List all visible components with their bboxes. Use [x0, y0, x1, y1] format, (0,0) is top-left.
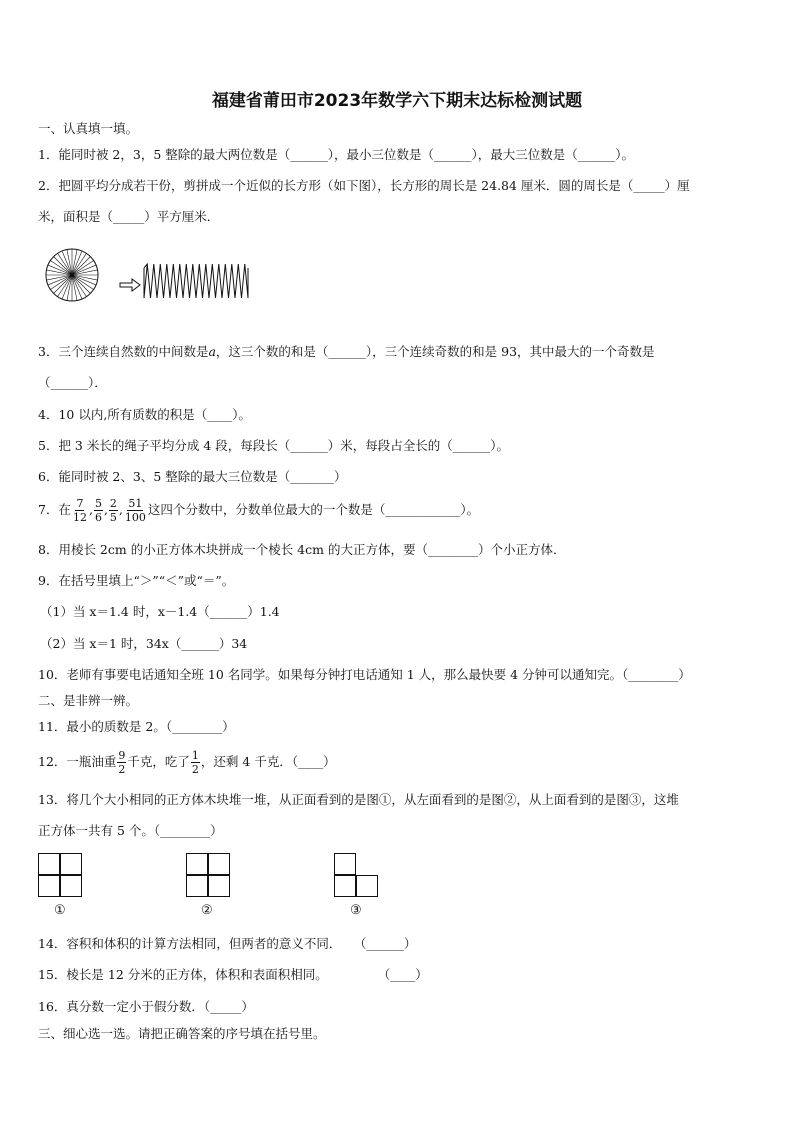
question-8: 8．用棱长 2cm 的小正方体木块拼成一个棱长 4cm 的大正方体，要（________）个小正方体．	[38, 542, 566, 557]
section-2-heading: 二、是非辨一辨。	[38, 693, 139, 708]
question-9-part-2: （2）当 x＝1 时，34x（______）34	[40, 636, 248, 651]
figure-2-label: ②	[201, 903, 213, 918]
view-figure-2	[186, 853, 232, 899]
question-16: 16．真分数一定小于假分数．（_____）	[38, 999, 254, 1014]
question-13-line-1: 13．将几个大小相同的正方体木块堆一堆，从正面看到的是图①，从左面看到的是图②，从上面看到的是图③，这堆	[38, 792, 679, 807]
question-6: 6．能同时被 2、3、5 整除的最大三位数是（_______）	[38, 469, 347, 484]
question-5: 5．把 3 米长的绳子平均分成 4 段，每段长（______）米，每段占全长的（______）。	[38, 438, 510, 453]
question-15: 15．棱长是 12 分米的正方体，体积和表面积相同。 （____）	[38, 967, 428, 982]
circle-to-rectangle-figure	[44, 240, 254, 310]
question-1: 1．能同时被 2，3，5 整除的最大两位数是（______），最小三位数是（______），最大三位数是（______）。	[38, 147, 635, 162]
fraction-7-12: $\frac{7}{12}$	[72, 497, 87, 524]
question-14: 14．容积和体积的计算方法相同，但两者的意义不同． （______）	[38, 936, 417, 951]
question-7: 7．在 $\frac{7}{12}$ , $\frac{5}{6}$ , $\frac{2}{5}$ , $\frac{51}{100}$ 这四个分数中，分数单位最大的一个数是（____________）。	[38, 497, 480, 524]
fraction-2-5: $\frac{2}{5}$	[109, 497, 117, 524]
right-arrow-icon	[120, 279, 140, 291]
fraction-9-2: $\frac{9}{2}$	[118, 749, 126, 776]
fraction-51-100: $\frac{51}{100}$	[124, 497, 146, 524]
fraction-5-6: $\frac{5}{6}$	[94, 497, 102, 524]
question-12	[38, 747, 336, 777]
question-12-middle: 千克，吃了	[127, 754, 190, 769]
section-3-heading: 三、细心选一选。请把正确答案的序号填在括号里。	[38, 1026, 326, 1041]
figure-3-label: ③	[350, 903, 362, 918]
view-figure-3	[334, 853, 380, 899]
question-3-line-1	[38, 343, 655, 361]
variable-a: a	[208, 344, 216, 359]
question-3-prefix: 3．三个连续自然数的中间数是	[38, 344, 209, 359]
page-title: 福建省莆田市2023年数学六下期末达标检测试题	[211, 91, 583, 111]
question-2-line-1: 2．把圆平均分成若干份，剪拼成一个近似的长方形（如下图），长方形的周长是 24.84 厘米．圆的周长是（_____）厘	[38, 178, 690, 193]
question-9: 9．在括号里填上“＞”“＜”或“＝”。	[38, 573, 235, 588]
question-7-prefix: 7．在	[38, 502, 71, 517]
question-12-suffix: ，还剩 4 千克．（____）	[200, 754, 336, 769]
question-3-suffix: ，这三个数的和是（______），三个连续奇数的和是 93，其中最大的一个奇数是	[215, 344, 655, 359]
question-12-prefix: 12．一瓶油重	[38, 754, 117, 769]
question-9-part-1: （1）当 x＝1.4 时，x－1.4（______）1.4	[40, 604, 280, 619]
question-7-suffix: 这四个分数中，分数单位最大的一个数是（____________）。	[147, 502, 480, 517]
approximate-rectangle	[144, 264, 248, 298]
figure-1-label: ①	[54, 903, 66, 918]
section-1-heading: 一、认真填一填。	[38, 121, 139, 136]
question-13-line-2: 正方体一共有 5 个。（________）	[38, 823, 223, 838]
view-figure-1	[38, 853, 84, 899]
question-2-line-2: 米，面积是（_____）平方厘米．	[38, 209, 220, 224]
question-4: 4．10 以内,所有质数的积是（____）。	[38, 407, 252, 422]
fraction-1-2: $\frac{1}{2}$	[191, 749, 199, 776]
divided-circle	[46, 249, 98, 301]
question-10: 10．老师有事要电话通知全班 10 名同学。如果每分钟打电话通知 1 人，那么最快要 4 分钟可以通知完。（________）	[38, 667, 691, 682]
question-11: 11．最小的质数是 2。（________）	[38, 719, 235, 734]
question-3-line-2: （______）．	[38, 375, 107, 390]
